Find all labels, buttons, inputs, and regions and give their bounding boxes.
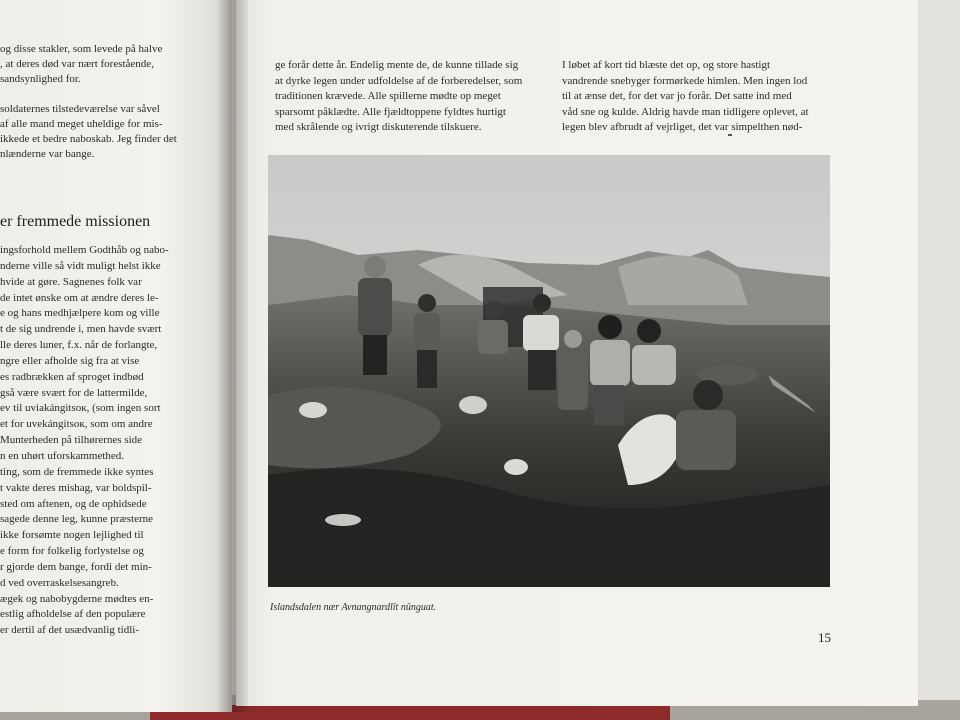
- text-line: n en uhørt uforskammethed.: [0, 449, 125, 462]
- text-line: t vakte deres mishag, var boldspil-: [0, 481, 152, 494]
- text-line: r gjorde dem bange, fordi det min-: [0, 560, 152, 573]
- text-line: sandsynlighed for.: [0, 73, 81, 85]
- section-heading: er fremmede missionen: [0, 213, 151, 230]
- text-line: soldaternes tilstedeværelse var såvel: [0, 103, 160, 115]
- text-line: ikke forsømte nogen lejlighed til: [0, 529, 144, 542]
- text-line: estlig afholdelse af den populære: [0, 608, 146, 621]
- page-number: 15: [818, 630, 831, 645]
- text-line: t de sig undrende i, men havde svært: [0, 323, 162, 336]
- photograph-image: [268, 155, 830, 587]
- text-line: e form for folkelig forlystelse og: [0, 545, 144, 558]
- text-line: es radbrækken af sproget indbød: [0, 370, 144, 383]
- right-page-column-right: [562, 58, 827, 136]
- text-line: våd sne og kulde. Aldrig havde man tidligere oplevet, at: [562, 105, 809, 118]
- text-line: I løbet af kort tid blæste det op, og store hastigt: [562, 59, 771, 71]
- text-line: sparsomt påklædte. Alle fjældtoppene fyldtes hurtigt: [275, 105, 506, 118]
- left-page-top-text: [0, 42, 205, 162]
- text-line: traditionen krævede. Alle spillerne mødte op meget: [275, 90, 501, 102]
- text-line: legen blev afbrudt af vejrliget, det var simpelthen nød-: [562, 121, 803, 133]
- text-line: ngre eller afholde sig fra at vise: [0, 354, 140, 367]
- text-line: af alle mand meget uheldige for mis-: [0, 118, 163, 130]
- text-line: de intet ønske om at ændre deres le-: [0, 291, 159, 304]
- text-line: vandrende snebyger formørkede himlen. Men ingen lod: [562, 74, 808, 87]
- text-line: et for uvekángitsoк, som om andre: [0, 418, 153, 431]
- text-line: d ved overraskelsesangreb.: [0, 576, 119, 589]
- text-line: og disse stakler, som levede på halve: [0, 43, 163, 55]
- right-page-column-left: [275, 58, 540, 136]
- text-line: ting, som de fremmede ikke syntes: [0, 465, 154, 478]
- text-line: [0, 87, 205, 102]
- page-stack-edge: [918, 0, 960, 700]
- hyphen-mark: [728, 134, 732, 136]
- left-page: [0, 0, 232, 712]
- text-line: ge forår dette år. Endelig mente de, de kunne tillade sig: [275, 59, 519, 71]
- text-line: e og hans medhjælpere kom og ville: [0, 307, 160, 320]
- text-line: med skrålende og ivrigt diskuterende tilskuere.: [275, 121, 482, 133]
- text-line: lle deres luner, f.x. når de forlangte,: [0, 339, 158, 352]
- text-line: hvide at gøre. Sagnenes folk var: [0, 275, 142, 288]
- left-page-body-text: [0, 243, 205, 639]
- text-line: til at ænse det, for det var jo forår. Det satte ind med: [562, 90, 792, 102]
- text-line: er dertil af det usædvanlig tidli-: [0, 624, 139, 637]
- text-line: Munterheden på tilhørernes side: [0, 434, 143, 447]
- text-line: nderne ville så vidt muligt helst ikke: [0, 259, 161, 272]
- text-line: gså være svært for de lattermilde,: [0, 386, 148, 399]
- text-line: ægek og nabobygderne mødtes en-: [0, 592, 154, 605]
- text-line: , at deres død var nært forestående,: [0, 58, 154, 70]
- text-line: nlænderne var bange.: [0, 148, 95, 160]
- photograph-children-in-valley: [268, 155, 830, 587]
- text-line: ingsforhold mellem Godthåb og nabo-: [0, 244, 169, 256]
- book-gutter: [218, 0, 248, 712]
- text-line: sagede denne leg, kunne præsterne: [0, 513, 154, 526]
- text-line: ikkede et bedre naboskab. Jeg finder det: [0, 133, 177, 145]
- photo-caption: Islandsdalen nær Avnangnardlît nûnguat.: [270, 602, 437, 613]
- text-line: sted om aftenen, og de ophidsede: [0, 497, 147, 510]
- text-line: ev til uviakángitsoк, (som ingen sort: [0, 402, 161, 415]
- text-line: at dyrke legen under udfoldelse af de forberedelser, som: [275, 74, 523, 87]
